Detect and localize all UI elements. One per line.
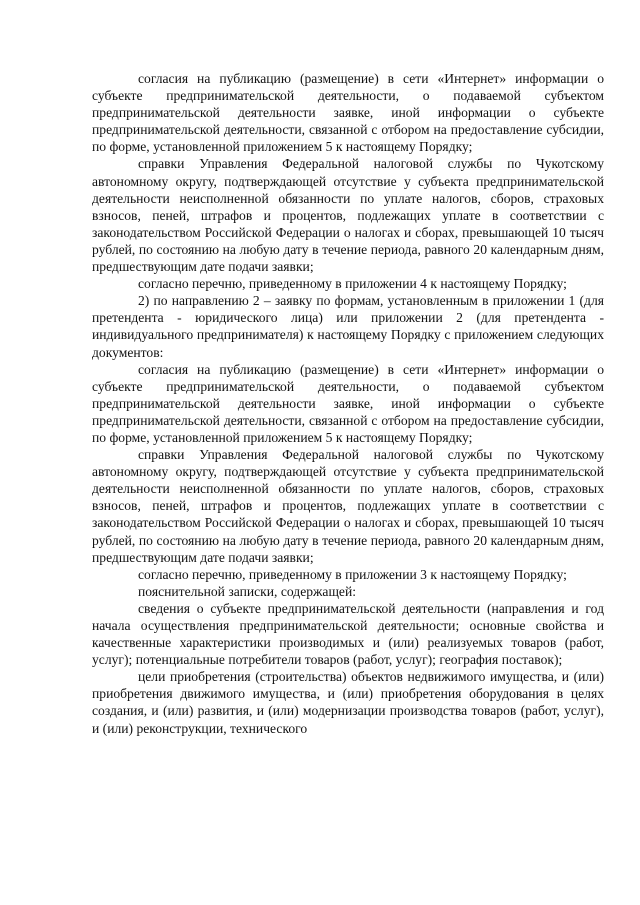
- paragraph-explanatory-note: пояснительной записки, содержащей:: [138, 583, 356, 599]
- paragraph-direction-2: 2) по направлению 2 – заявку по формам, установленным в приложении 1 (для претендента - юридического лица) или приложении 2 (для претендента - индивидуального предпринимателя) к настоящему Порядку с приложением следующих документов:: [92, 293, 604, 360]
- paragraph-consent-1: согласия на публикацию (размещение) в сети «Интернет» информации о субъекте предпринимательской деятельности, о подаваемой субъектом предпринимательской деятельности заявке, иной информации о субъекте предпринимательской деятельности, связанной с отбором на предоставление субсидии, по форме, установленной приложением 5 к настоящему Порядку;: [92, 71, 604, 155]
- paragraph-entity-info: сведения о субъекте предпринимательской деятельности (направления и год начала осуществления предпринимательской деятельности; основные свойства и качественные характеристики производимых и (или) реализуемых товаров (работ, услуг); потенциальные потребители товаров (работ, услуг); география поставок);: [92, 600, 604, 668]
- paragraph-list-appendix-3: согласно перечню, приведенному в приложении 3 к настоящему Порядку;: [138, 566, 567, 582]
- document-page: [92, 70, 604, 737]
- paragraph-tax-certificate-2: справки Управления Федеральной налоговой службы по Чукотскому автономному округу, подтверждающей отсутствие у субъекта предпринимательской деятельности неисполненной обязанности по уплате налогов, сборов, страховых взносов, пеней, штрафов и процентов, подлежащих уплате в соответствии с законодательством Российской Федерации о налогах и сборах, превышающей 10 тысяч рублей, по состоянию на любую дату в течение периода, равного 20 календарным дням, предшествующим дате подачи заявки;: [92, 447, 604, 565]
- paragraph-acquisition-goals: цели приобретения (строительства) объектов недвижимого имущества, и (или) приобретения движимого имущества, и (или) приобретения оборудования в целях создания, и (или) развития, и (или) модернизации производства товаров (работ, услуг), и (или) реконструкции, технического: [92, 669, 604, 736]
- paragraph-consent-2: согласия на публикацию (размещение) в сети «Интернет» информации о субъекте предпринимательской деятельности, о подаваемой субъектом предпринимательской деятельности заявке, иной информации о субъекте предпринимательской деятельности, связанной с отбором на предоставление субсидии, по форме, установленной приложением 5 к настоящему Порядку;: [92, 361, 604, 445]
- paragraph-tax-certificate-1: справки Управления Федеральной налоговой службы по Чукотскому автономному округу, подтверждающей отсутствие у субъекта предпринимательской деятельности неисполненной обязанности по уплате налогов, сборов, страховых взносов, пеней, штрафов и процентов, подлежащих уплате в соответствии с законодательством Российской Федерации о налогах и сборах, превышающей 10 тысяч рублей, по состоянию на любую дату в течение периода, равного 20 календарным дням, предшествующим дате подачи заявки;: [92, 156, 604, 275]
- paragraph-list-appendix-4: согласно перечню, приведенному в приложении 4 к настоящему Порядку;: [138, 276, 567, 292]
